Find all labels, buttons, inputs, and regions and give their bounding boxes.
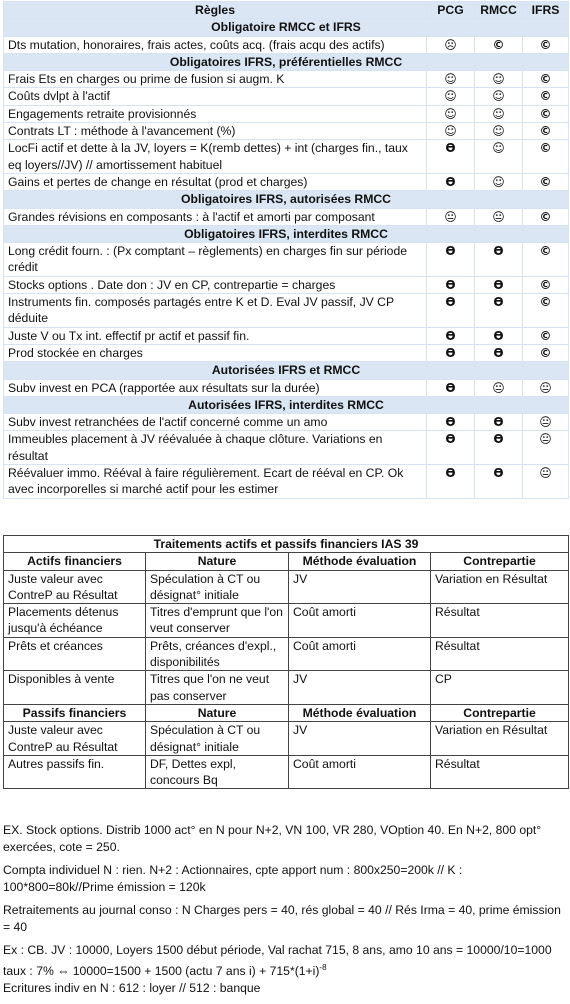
assets-header-row [4, 553, 569, 570]
rule-text: Coûts dvlpt à l'actif [4, 88, 427, 105]
rule-text: LocFi actif et dette à la JV, loyers = K(remb dettes) + int (charges fin., taux eq loyers//JV) // amortissement habituel [4, 140, 427, 174]
rule-row [4, 379, 569, 396]
section-row [4, 396, 569, 413]
ifrs-status: © [523, 36, 569, 53]
rmcc-status: 😐 [475, 208, 523, 225]
asset-counterpart: CP [431, 671, 569, 705]
header-pcg: PCG [427, 2, 475, 19]
liability-row [4, 722, 569, 756]
pcg-status: ☺ [427, 88, 475, 105]
notes-block [3, 822, 565, 997]
ifrs-status: © [523, 105, 569, 122]
asset-method: Coût amorti [289, 604, 431, 638]
ias39-title: Traitements actifs et passifs financiers IAS 39 [4, 536, 569, 553]
liability-row [4, 755, 569, 789]
rule-row [4, 71, 569, 88]
ias39-title-row [4, 536, 569, 553]
pcg-status: ϴ [427, 173, 475, 190]
liability-nature: DF, Dettes expl, concours Bq [146, 755, 289, 789]
section-title: Autorisées IFRS et RMCC [4, 362, 569, 379]
ifrs-status: © [523, 71, 569, 88]
rmcc-status: 😐 [475, 379, 523, 396]
rule-row [4, 344, 569, 361]
note-ecritures: Ecritures indiv en N : 612 : loyer // 512 : banque [3, 981, 261, 996]
section-title: Obligatoire RMCC et IFRS [4, 19, 569, 36]
ifrs-status: 😐 [523, 414, 569, 431]
section-row [4, 225, 569, 242]
asset-nature: Titres d'emprunt que l'on veut conserver [146, 604, 289, 638]
asset-nature: Prêts, créances d'expl., disponibilités [146, 637, 289, 671]
rule-text: Dts mutation, honoraires, frais actes, coûts acq. (frais acqu des actifs) [4, 36, 427, 53]
ias39-table-body [4, 536, 569, 789]
liabilities-header-row [4, 704, 569, 721]
note-compta-indiv: Compta individuel N : rien. N+2 : Actionnaires, cpte apport num : 800x250=200k // K : 100*800=80k//Prime émission = 120k [3, 863, 463, 894]
liability-category: Juste valeur avec ContreP au Résultat [4, 722, 146, 756]
liability-method: Coût amorti [289, 755, 431, 789]
rule-row [4, 105, 569, 122]
ifrs-status: © [523, 140, 569, 174]
rmcc-status: ϴ [475, 465, 523, 499]
ifrs-status: © [523, 208, 569, 225]
liability-nature: Spéculation à CT ou désignat° initiale [146, 722, 289, 756]
rule-text: Frais Ets en charges ou prime de fusion si augm. K [4, 71, 427, 88]
header-rmcc: RMCC [475, 2, 523, 19]
rule-text: Long crédit fourn. : (Px comptant – règlements) en charges fin sur période crédit [4, 243, 427, 277]
asset-method: JV [289, 570, 431, 604]
ifrs-status: © [523, 173, 569, 190]
rule-text: Instruments fin. composés partagés entre K et D. Eval JV passif, JV CP déduite [4, 294, 427, 328]
pcg-status: ϴ [427, 327, 475, 344]
ifrs-status: © [523, 88, 569, 105]
asset-row [4, 570, 569, 604]
ias39-table [3, 535, 569, 789]
ifrs-status: 😐 [523, 431, 569, 465]
ifrs-status: © [523, 327, 569, 344]
section-title: Obligatoires IFRS, préférentielles RMCC [4, 53, 569, 70]
rmcc-status: © [475, 36, 523, 53]
rule-text: Stocks options . Date don : JV en CP, contrepartie = charges [4, 276, 427, 293]
rule-text: Juste V ou Tx int. effectif pr actif et passif fin. [4, 327, 427, 344]
section-row [4, 19, 569, 36]
pcg-status: ϴ [427, 431, 475, 465]
note-cb-text: Ex : CB. JV : 10000, Loyers 1500 début période, Val rachat 715, 8 ans, amo 10 ans = 10000/10=1000 taux : 7% ⇔ 10000=1500 + 1500 (actu 7 ans i) + 715*(1+i) [3, 943, 552, 979]
pcg-status: ☺ [427, 105, 475, 122]
rule-row [4, 140, 569, 174]
pcg-status: ϴ [427, 140, 475, 174]
rule-row [4, 431, 569, 465]
asset-counterpart: Résultat [431, 604, 569, 638]
section-title: Autorisées IFRS, interdites RMCC [4, 396, 569, 413]
asset-nature: Titres que l'on ne veut pas conserver [146, 671, 289, 705]
rule-text: Réévaluer immo. Rééval à faire régulièrement. Ecart de rééval en CP. Ok avec incorporelles si marché actif pour les estimer [4, 465, 427, 499]
rule-text: Subv invest retranchées de l'actif concerné comme un amo [4, 414, 427, 431]
pcg-status: ϴ [427, 276, 475, 293]
rmcc-status: ϴ [475, 327, 523, 344]
rmcc-status: ☺ [475, 71, 523, 88]
rule-text: Subv invest en PCA (rapportée aux résultats sur la durée) [4, 379, 427, 396]
ifrs-status: 😐 [523, 465, 569, 499]
assets-header-cell: Méthode évaluation [289, 553, 431, 570]
rule-row [4, 208, 569, 225]
section-row [4, 53, 569, 70]
rmcc-status: ☺ [475, 88, 523, 105]
ifrs-status: © [523, 344, 569, 361]
rule-row [4, 414, 569, 431]
note-retraitements: Retraitements au journal conso : N Charges pers = 40, rés global = 40 // Rés Irma = 40, prime émission = 40 [3, 903, 561, 934]
rmcc-status: ϴ [475, 344, 523, 361]
pcg-status: ϴ [427, 243, 475, 277]
asset-category: Prêts et créances [4, 637, 146, 671]
rule-row [4, 294, 569, 328]
note-cb-example [3, 942, 565, 980]
pcg-status: ϴ [427, 294, 475, 328]
rule-text: Engagements retraite provisionnés [4, 105, 427, 122]
liability-method: JV [289, 722, 431, 756]
asset-row [4, 671, 569, 705]
rmcc-status: ϴ [475, 431, 523, 465]
header-ifrs: IFRS [523, 2, 569, 19]
liabilities-header-cell: Nature [146, 704, 289, 721]
rule-row [4, 173, 569, 190]
pcg-status: ☺ [427, 123, 475, 140]
section-title: Obligatoires IFRS, autorisées RMCC [4, 191, 569, 208]
section-row [4, 362, 569, 379]
liability-counterpart: Variation en Résultat [431, 722, 569, 756]
asset-counterpart: Variation en Résultat [431, 570, 569, 604]
section-title: Obligatoires IFRS, interdites RMCC [4, 225, 569, 242]
pcg-status: ☺ [427, 71, 475, 88]
header-rules: Règles [4, 2, 427, 19]
ifrs-status: © [523, 243, 569, 277]
pcg-status: ϴ [427, 465, 475, 499]
liability-category: Autres passifs fin. [4, 755, 146, 789]
pcg-status: ϴ [427, 379, 475, 396]
rule-row [4, 465, 569, 499]
liabilities-header-cell: Méthode évaluation [289, 704, 431, 721]
pcg-status: ☹ [427, 36, 475, 53]
rmcc-status: ☺ [475, 140, 523, 174]
rule-text: Grandes révisions en composants : à l'actif et amorti par composant [4, 208, 427, 225]
rule-row [4, 276, 569, 293]
rmcc-status: ☺ [475, 105, 523, 122]
note-cb-exponent: -8 [319, 963, 327, 972]
ifrs-status: © [523, 294, 569, 328]
asset-method: JV [289, 671, 431, 705]
section-row [4, 191, 569, 208]
rules-comparison-table [3, 1, 569, 499]
asset-category: Disponibles à vente [4, 671, 146, 705]
ifrs-status: 😐 [523, 379, 569, 396]
rule-row [4, 243, 569, 277]
asset-nature: Spéculation à CT ou désignat° initiale [146, 570, 289, 604]
liability-counterpart: Résultat [431, 755, 569, 789]
assets-header-cell: Actifs financiers [4, 553, 146, 570]
rules-header-row [4, 2, 569, 19]
assets-header-cell: Contrepartie [431, 553, 569, 570]
rule-row [4, 88, 569, 105]
rmcc-status: ϴ [475, 243, 523, 277]
pcg-status: 😐 [427, 208, 475, 225]
asset-row [4, 604, 569, 638]
rule-row [4, 123, 569, 140]
asset-category: Placements détenus jusqu'à échéance [4, 604, 146, 638]
ifrs-status: © [523, 123, 569, 140]
rule-row [4, 36, 569, 53]
liabilities-header-cell: Passifs financiers [4, 704, 146, 721]
note-stock-options: EX. Stock options. Distrib 1000 act° en N pour N+2, VN 100, VR 280, VOption 40. En N+2, 800 opt° exercées, cote = 250. [3, 823, 542, 854]
rule-text: Prod stockée en charges [4, 344, 427, 361]
rmcc-status: ☺ [475, 123, 523, 140]
rmcc-status: ☺ [475, 173, 523, 190]
liabilities-header-cell: Contrepartie [431, 704, 569, 721]
asset-counterpart: Résultat [431, 637, 569, 671]
ifrs-status: © [523, 276, 569, 293]
assets-header-cell: Nature [146, 553, 289, 570]
pcg-status: ϴ [427, 344, 475, 361]
rmcc-status: ϴ [475, 414, 523, 431]
rmcc-status: ϴ [475, 294, 523, 328]
asset-method: Coût amorti [289, 637, 431, 671]
pcg-status: ϴ [427, 414, 475, 431]
rules-table-body [4, 2, 569, 499]
rule-text: Gains et pertes de change en résultat (prod et charges) [4, 173, 427, 190]
rmcc-status: ϴ [475, 276, 523, 293]
asset-category: Juste valeur avec ContreP au Résultat [4, 570, 146, 604]
rule-text: Contrats LT : méthode à l'avancement (%) [4, 123, 427, 140]
rule-text: Immeubles placement à JV réévaluée à chaque clôture. Variations en résultat [4, 431, 427, 465]
rule-row [4, 327, 569, 344]
asset-row [4, 637, 569, 671]
